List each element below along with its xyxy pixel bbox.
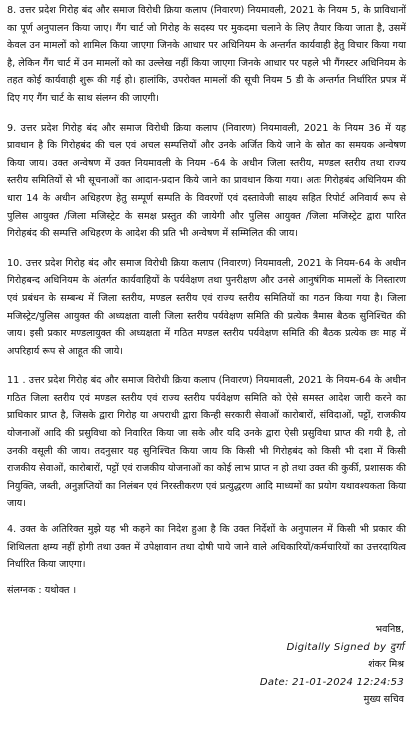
enclosure-note: संलग्नक : यथोक्त । [7,584,77,596]
paragraph-10: 10. उत्तर प्रदेश गिरोह बंद और समाज विरोधी क्रिया कलाप (निवारण) नियमावली, 2021 के नियम-64 के अधीन गिरोहबन्द अधिनियम के अंतर्गत कार्यवाहियों के पर्यवेक्षण तथा पुनरीक्षण और उनसे आनुषंगिक मामलों के निस्तारण एवं प्रबंधन के सम्बन्ध में जिला स्तरीय, मण्डल स्तरीय एवं राज्य स्तरीय समितियों का गठन किया गया है। जिला मजिस्ट्रेट/पुलिस आयुक्त की अध्यक्षता वाली जिला स्तरीय पर्यवेक्षण समिति की प्रत्येक त्रैमास बैठक सुनिश्चित की जाय। इसी प्रकार मण्डलायुक्त की अध्यक्षता में गठित मण्डल स्तरीय पर्यवेक्षण समिति की बैठक प्रत्येक छः माह में अपरिहार्य रूप से आहूत की जाये। [7,257,406,357]
paragraph-11: 11 . उत्तर प्रदेश गिरोह बंद और समाज विरोधी क्रिया कलाप (निवारण) नियमावली, 2021 के नियम-64 के अधीन गठित जिला स्तरीय एवं मण्डल स्तरीय एवं राज्य स्तरीय पर्यवेक्षण समिति को ऐसे समस्त आदेश जारी करने का प्राधिकार प्राप्त है, जिसके द्वारा गिरोह या अपराधी द्वारा किन्ही सरकारी सेवाओं कारोबारों, संविदाओं, पट्टों, राजकीय योजनाओं आदि की प्रसुविधा को निवारित किया जा सके और यदि उनके द्वारा ऐसी प्रसुविधा प्राप्त की गयी है, तो उनकी वसूली की जाय। तदनुसार यह सुनिश्चित किया जाय कि किसी भी गिरोहबंद को किसी भी दशा में किसी राजकीय सेवाओं, कारोबारों, पट्टों एवं राजकीय योजनाओं का कोई लाभ प्राप्त न हो तथा उक्त की कुर्की, प्रशासक की नियुक्ति, जब्ती, अनुज्ञप्तियों का निलंबन एवं निरस्तीकरण एवं प्रत्युद्धरण आदि माध्यमों का प्रयोग यथावश्यकता किया जाय। [7,375,406,510]
digital-signature-line: Digitally Signed by दुर्गा [286,641,404,653]
signature-block [184,621,404,709]
signatory-designation: मुख्य सचिव [363,694,404,705]
paragraph-4: 4. उक्त के अतिरिक्त मुझे यह भी कहने का निदेश हुआ है कि उक्त निर्देशों के अनुपालन में किसी भी प्रकार की शिथिलता क्षम्य नहीं होगी तथा उक्त में उपेक्षावान तथा दोषी पाये जाने वाले अधिकारियों/कर्मचारियों का उत्तरदायित्व निर्धारित किया जाएगा। [7,524,406,571]
paragraph-8: 8. उत्तर प्रदेश गिरोह बंद और समाज विरोधी क्रिया कलाप (निवारण) नियमावली, 2021 के नियम 5, के प्राविधानों का पूर्ण अनुपालन किया जाए। गैंग चार्ट जो गिरोह के सदस्य पर मुकदमा चलाने के लिए तैयार किया जाता है, उसमें केवल उन मामलों को शामिल किया जाएगा जिनके आधार पर अधिनियम के अन्तर्गत कार्यवाही हेतु विचार किया गया है, लेकिन गैंग चार्ट में उन मामलों को का उल्लेख नहीं किया जाएगा जिनके आधार पर पहले भी गैंगस्टर अधिनियम के तहत कोई कार्यवाही शुरू की गई हो। हालांकि, उपरोक्त मामलों की सूची नियम 5 डी के अन्तर्गत निर्धारित प्रपत्र में दिए गए गैंग चार्ट के साथ संलग्न की जाएगी। [7,5,406,104]
closing-text: भवनिष्ठ, [375,624,404,635]
signature-date: Date: 21-01-2024 12:24:53 [259,676,404,688]
paragraph-9: 9. उत्तर प्रदेश गिरोह बंद और समाज विरोधी क्रिया कलाप (निवारण) नियमावली, 2021 के नियम 36 में यह प्रावधान है कि गिरोहबंद की चल एवं अचल सम्पत्तियों और उनके अर्जित किये जाने के स्रोत का समयक अन्वेषण किया जाय। उक्त अन्वेषण में उक्त नियमावली के नियम -64 के अधीन जिला स्तरीय, मण्डल स्तरीय तथा राज्य स्तरीय समितियों से भी सूचनाओं का आदान-प्रदान किये जाने का प्रावधान किया गया। अतः गिरोहबंद अधिनियम की धारा 14 के अधीन अधिहरण हेतु सम्पूर्ण सम्पति के विवरणों एवं दस्तावेजी साक्ष्य सहित रिपोर्ट अनिवार्य रूप से पुलिस आयुक्त /जिला मजिस्ट्रेट के समक्ष प्रस्तुत की जायेगी और पुलिस आयुक्त /जिला मजिस्ट्रेट द्वारा पारित गिरोहबंद की सम्पत्ति अधिहरण के आदेश की प्रति भी अन्वेषण में सम्मिलित की जाय। [7,122,406,240]
signatory-name: शंकर मिश्र [368,659,404,670]
